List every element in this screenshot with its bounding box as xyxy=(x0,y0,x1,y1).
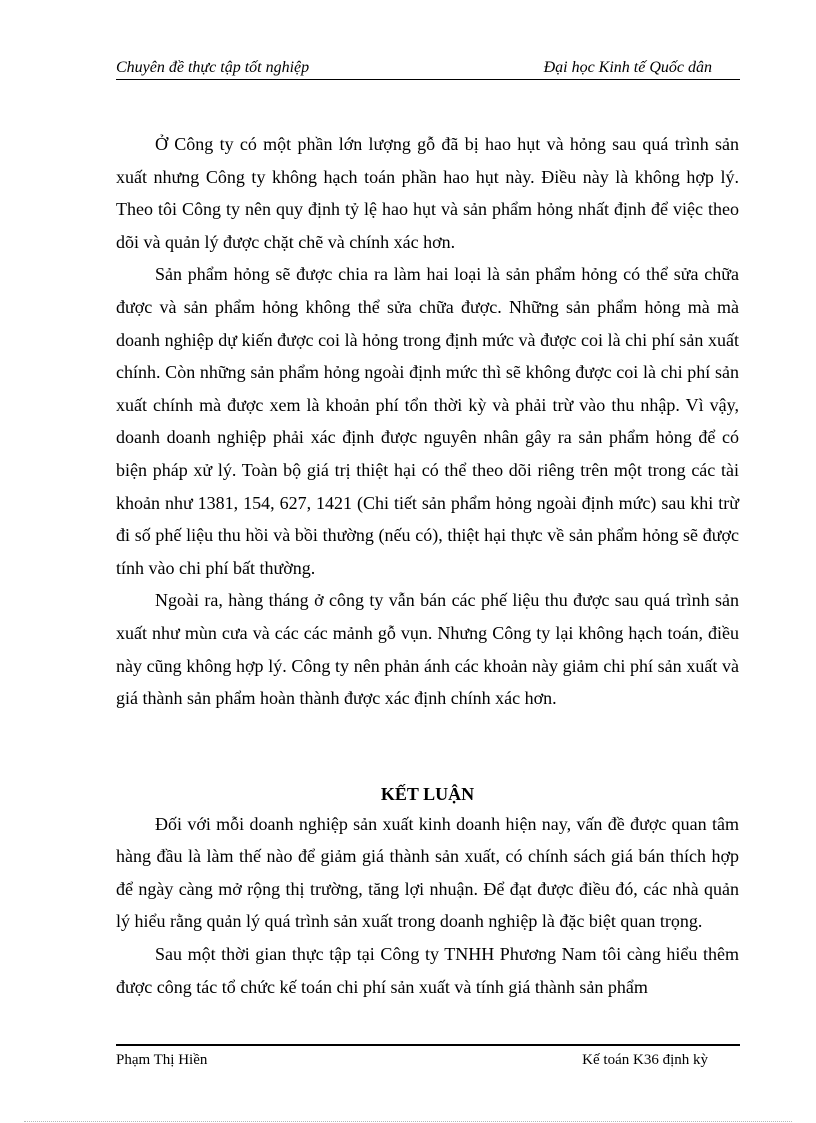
header-report-title: Chuyên đề thực tập tốt nghiệp xyxy=(116,59,310,76)
footer-class-name: Kế toán K36 định kỳ xyxy=(582,1052,708,1068)
document-body xyxy=(116,128,739,1003)
footer-author-name: Phạm Thị Hiền xyxy=(116,1052,208,1068)
page-bottom-edge xyxy=(24,1121,792,1122)
page-header xyxy=(116,57,740,80)
page-footer xyxy=(116,1044,740,1068)
paragraph-internship-summary: Sau một thời gian thực tập tại Công ty TNHH Phương Nam tôi càng hiểu thêm được công tác tổ chức kế toán chi phí sản xuất và tính giá thành sản phẩm xyxy=(116,944,739,997)
paragraph-conclusion-intro: Đối với mỗi doanh nghiệp sản xuất kinh doanh hiện nay, vấn đề được quan tâm hàng đầu là làm thế nào để giảm giá thành sản xuất, có chính sách giá bán thích hợp để ngày càng mở rộng thị trường, tăng lợi nhuận. Để đạt được điều đó, các nhà quản lý hiểu rằng quản lý quá trình sản xuất trong doanh nghiệp là đặc biệt quan trọng. xyxy=(116,813,739,932)
paragraph-defective-products: Sản phẩm hỏng sẽ được chia ra làm hai loại là sản phẩm hỏng có thể sửa chữa được và sản phẩm hỏng không thể sửa chữa được. Những sản phẩm hỏng mà mà doanh nghiệp dự kiến được coi là hỏng trong định mức và được coi là chi phí sản xuất chính. Còn những sản phẩm hỏng ngoài định mức thì sẽ không được coi là chi phí sản xuất chính mà được xem là khoản phí tổn thời kỳ và phải trừ vào thu nhập. Vì vậy, doanh doanh nghiệp phải xác định được nguyên nhân gây ra sản phẩm hỏng để có biện pháp xử lý. Toàn bộ giá trị thiệt hại có thể theo dõi riêng trên một trong các tài khoản như 1381, 154, 627, 1421 (Chi tiết sản phẩm hỏng ngoài định mức) sau khi trừ đi số phế liệu thu hồi và bồi thường (nếu có), thiệt hại thực về sản phẩm hỏng sẽ được tính vào chi phí bất thường. xyxy=(116,264,739,578)
paragraph-scrap-sales: Ngoài ra, hàng tháng ở công ty vẫn bán các phế liệu thu được sau quá trình sản xuất như mùn cưa và các các mảnh gỗ vụn. Nhưng Công ty lại không hạch toán, điều này cũng không hợp lý. Công ty nên phản ánh các khoản này giảm chi phí sản xuất và giá thành sản phẩm hoàn thành được xác định chính xác hơn. xyxy=(116,590,739,709)
paragraph-wood-loss: Ở Công ty có một phần lớn lượng gỗ đã bị hao hụt và hỏng sau quá trình sản xuất nhưng Công ty không hạch toán phần hao hụt này. Điều này là không hợp lý. Theo tôi Công ty nên quy định tỷ lệ hao hụt và sản phẩm hỏng nhất định để việc theo dõi và quản lý được chặt chẽ và chính xác hơn. xyxy=(116,134,739,252)
header-university-name: Đại học Kinh tế Quốc dân xyxy=(543,59,712,76)
conclusion-heading: KẾT LUẬN xyxy=(380,783,475,804)
